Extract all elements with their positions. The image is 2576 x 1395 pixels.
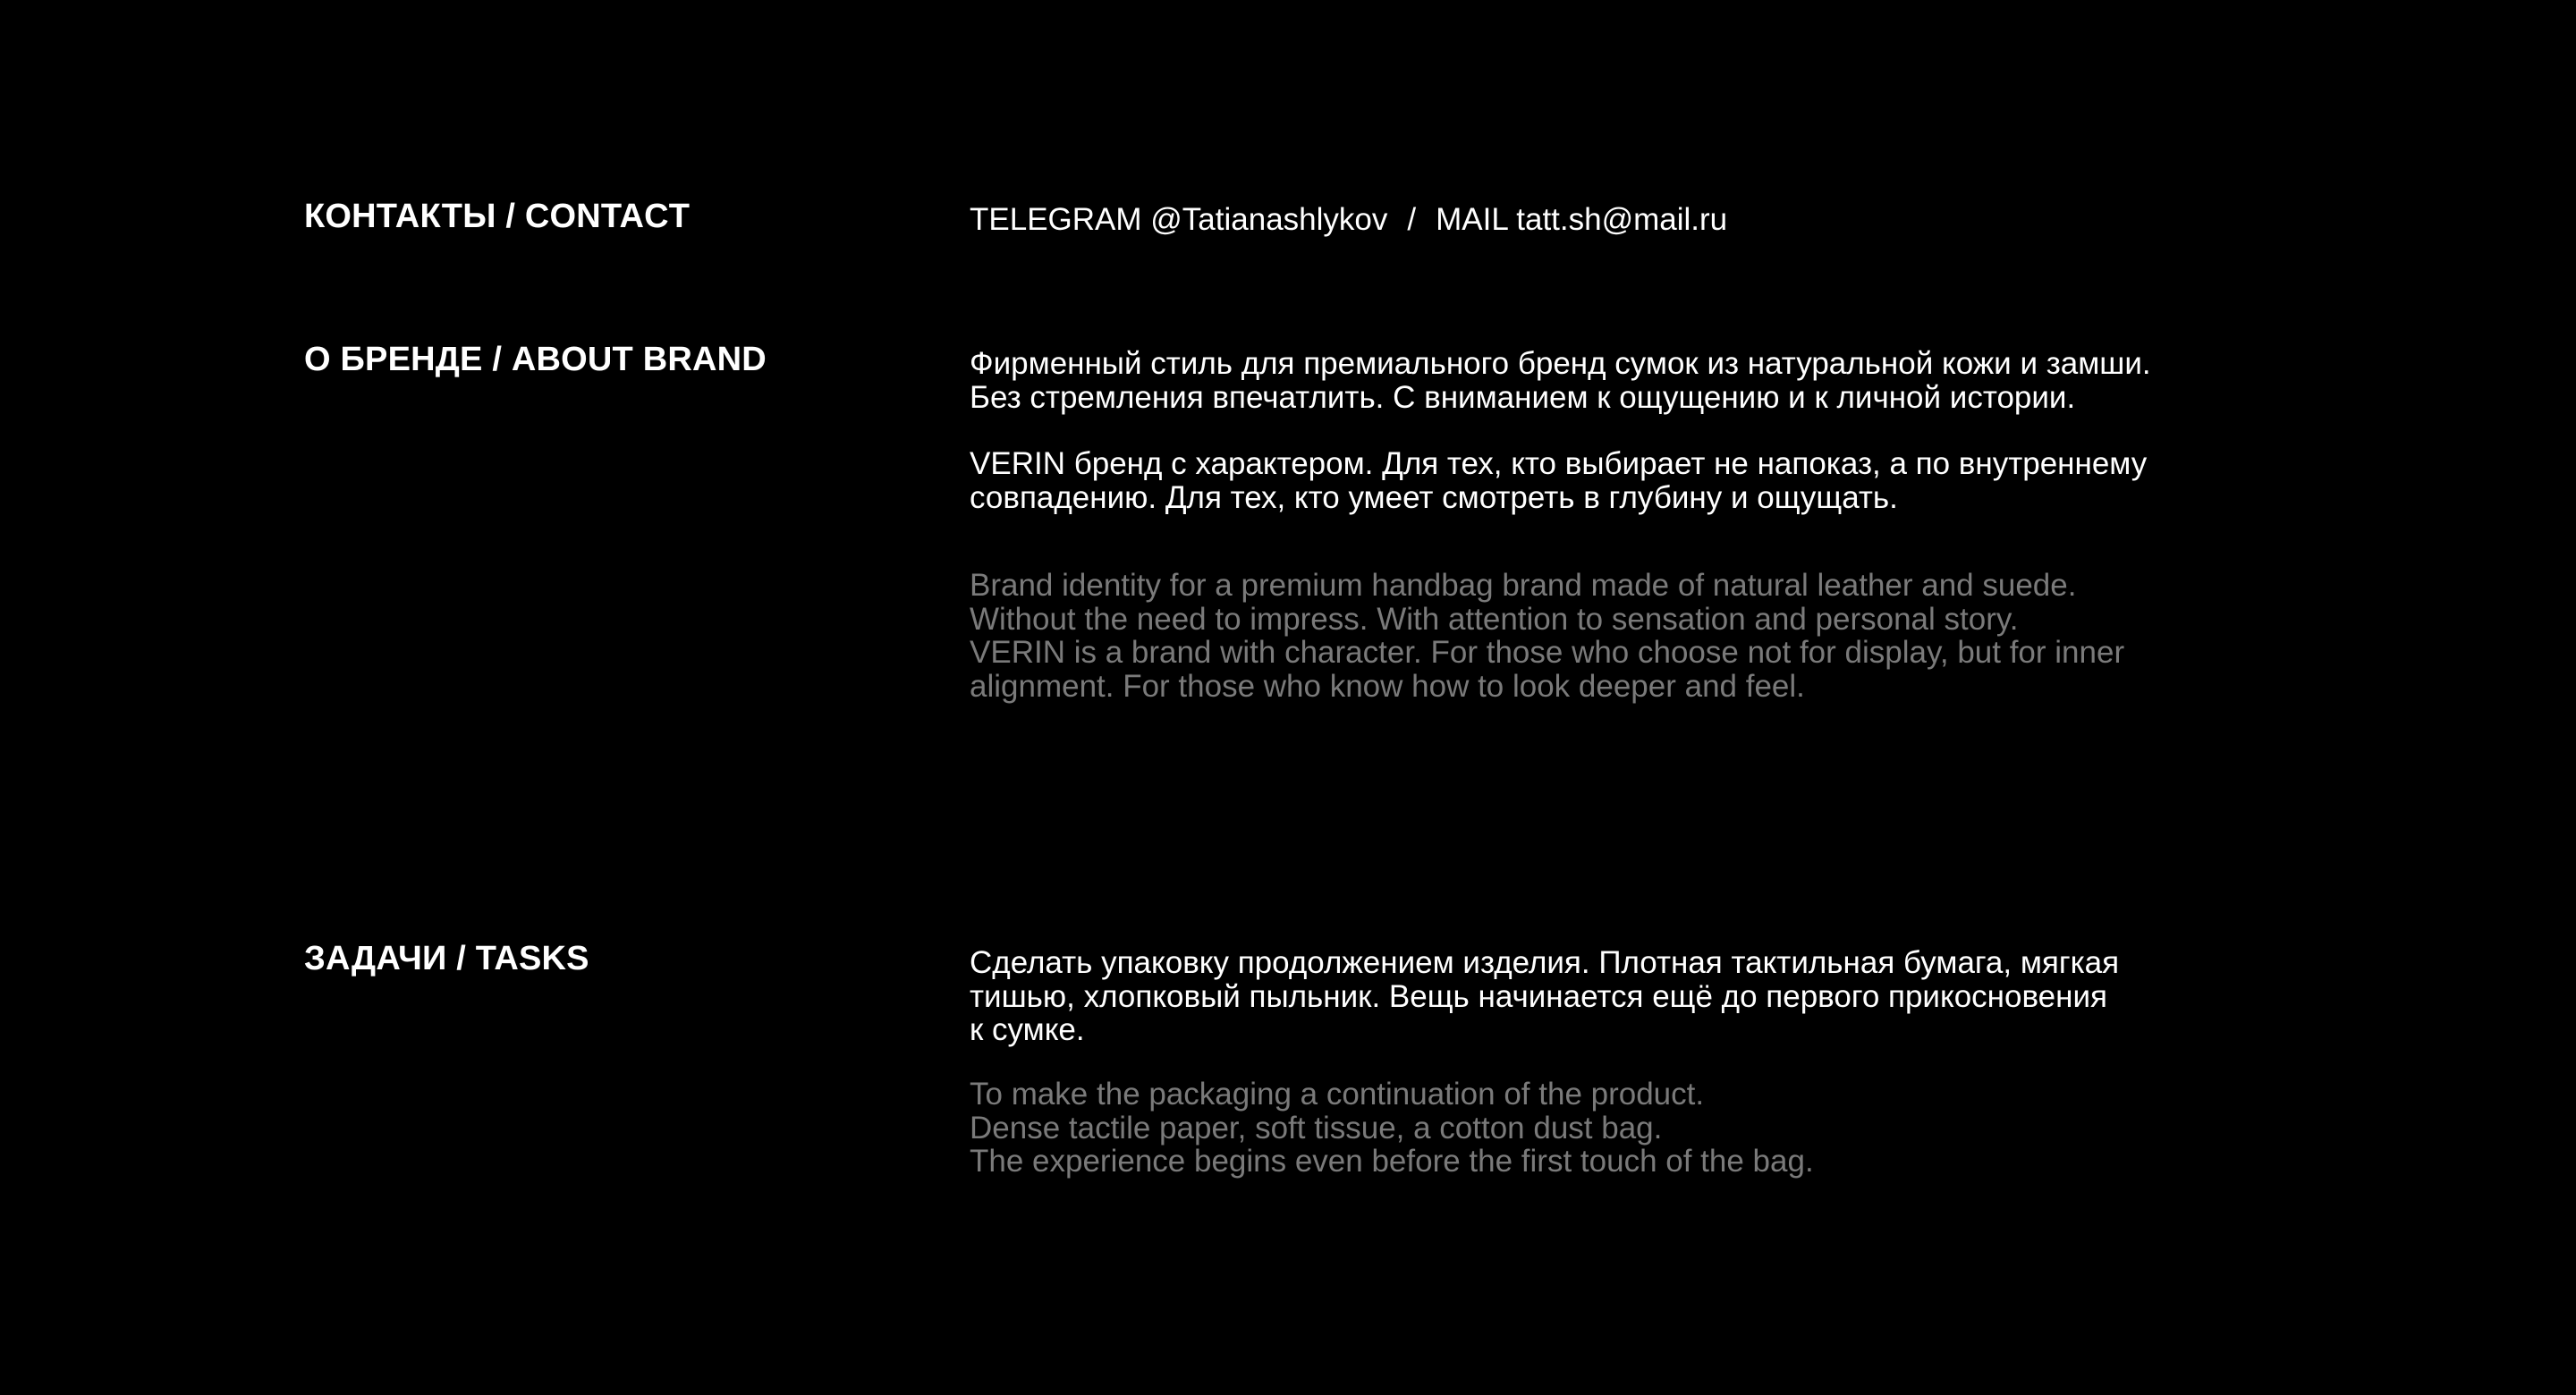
tasks-en-paragraph: To make the packaging a continuation of the product. Dense tactile paper, soft tissue, a cotton dust bag. The experience begins even before the first touch of the bag. [970,1077,1814,1179]
about-ru-paragraph-2: VERIN бренд с характером. Для тех, кто выбирает не напоказ, а по внутреннему совпадению. Для тех, кто умеет смотреть в глубину и ощущать. [970,446,2148,515]
contact-heading: КОНТАКТЫ / CONTACT [304,198,691,235]
tasks-ru-paragraph: Сделать упаковку продолжением изделия. Плотная тактильная бумага, мягкая тишью, хлопковый пыльник. Вещь начинается ещё до первого прикосновения к сумке. [970,945,2120,1047]
about-en-paragraph: Brand identity for a premium handbag brand made of natural leather and suede. Without the need to impress. With attention to sensation and personal story. VERIN is a brand with character. For those who choose not for display, but for inner alignment. For those who know how to look deeper and feel. [970,568,2125,704]
contact-line [970,200,1727,240]
about-ru-paragraph-1: Фирменный стиль для премиального бренд сумок из натуральной кожи и замши. Без стремления впечатлить. С вниманием к ощущению и к личной истории. [970,346,2151,415]
contact-separator: / [1407,202,1417,237]
telegram-label: TELEGRAM [970,202,1142,237]
telegram-handle-link[interactable]: @Tatianashlykov [1150,202,1388,237]
mail-label: MAIL [1436,202,1508,237]
tasks-heading: ЗАДАЧИ / TASKS [304,940,589,977]
about-brand-heading: О БРЕНДЕ / ABOUT BRAND [304,341,767,378]
mail-address-link[interactable]: tatt.sh@mail.ru [1516,202,1728,237]
